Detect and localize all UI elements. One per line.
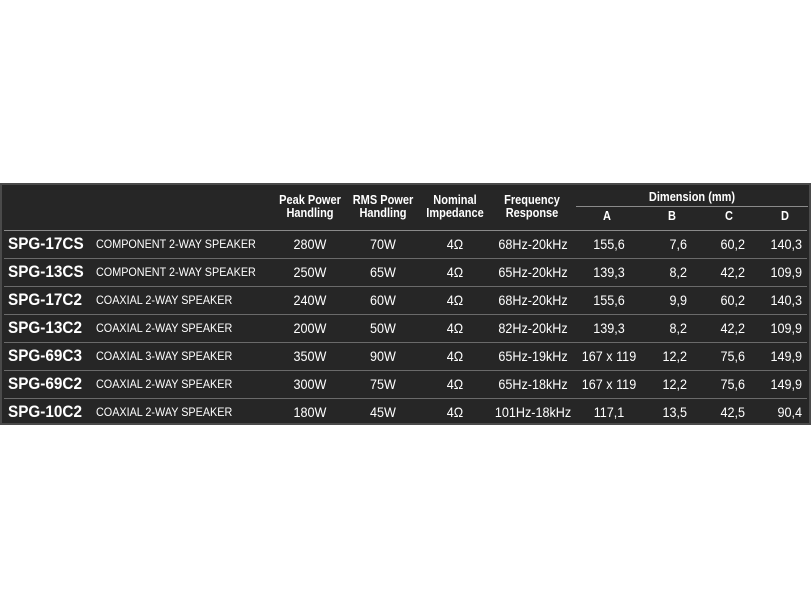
impedance-cell: 4Ω bbox=[446, 348, 464, 364]
description-cell: COMPONENT 2-WAY SPEAKER bbox=[96, 237, 256, 251]
speaker-spec-table bbox=[0, 183, 811, 425]
rms-power-header-line1: RMS Power bbox=[352, 193, 414, 207]
dim-a-cell: 117,1 bbox=[593, 404, 625, 420]
dim-c-cell: 75,6 bbox=[720, 348, 745, 364]
dim-c-cell: 42,5 bbox=[720, 404, 745, 420]
rms-power-cell: 45W bbox=[370, 404, 396, 420]
impedance-cell: 4Ω bbox=[446, 320, 464, 336]
dim-d-cell: 140,3 bbox=[770, 236, 802, 252]
description-cell: COAXIAL 2-WAY SPEAKER bbox=[96, 321, 233, 335]
rms-power-cell: 70W bbox=[370, 236, 396, 252]
rms-power-cell: 90W bbox=[370, 348, 396, 364]
frequency-cell: 68Hz-20kHz bbox=[498, 292, 568, 308]
dim-d-header: D bbox=[781, 209, 789, 223]
model-cell: SPG-10C2 bbox=[8, 402, 82, 421]
peak-power-cell: 300W bbox=[293, 376, 327, 392]
frequency-header-line2: Response bbox=[505, 206, 559, 220]
frequency-header-line1: Frequency bbox=[504, 193, 560, 207]
impedance-header-line2: Impedance bbox=[426, 206, 484, 220]
model-cell: SPG-17CS bbox=[8, 234, 84, 253]
dim-d-cell: 149,9 bbox=[770, 376, 802, 392]
dim-b-cell: 8,2 bbox=[669, 264, 687, 280]
impedance-cell: 4Ω bbox=[446, 376, 464, 392]
dim-c-cell: 60,2 bbox=[720, 236, 745, 252]
dim-c-cell: 42,2 bbox=[720, 264, 745, 280]
description-cell: COAXIAL 2-WAY SPEAKER bbox=[96, 377, 233, 391]
model-cell: SPG-13C2 bbox=[8, 318, 82, 337]
frequency-cell: 68Hz-20kHz bbox=[498, 236, 568, 252]
rms-power-cell: 50W bbox=[370, 320, 396, 336]
frequency-cell: 65Hz-19kHz bbox=[498, 348, 568, 364]
dim-b-cell: 7,6 bbox=[669, 236, 687, 252]
dim-c-cell: 75,6 bbox=[720, 376, 745, 392]
peak-power-cell: 250W bbox=[293, 264, 327, 280]
dim-d-cell: 109,9 bbox=[770, 264, 802, 280]
model-cell: SPG-17C2 bbox=[8, 290, 82, 309]
rms-power-cell: 65W bbox=[370, 264, 396, 280]
frequency-header bbox=[497, 194, 567, 220]
dim-b-header: B bbox=[668, 209, 676, 223]
dim-a-cell: 167 x 119 bbox=[581, 348, 637, 364]
peak-power-header-line2: Handling bbox=[286, 206, 334, 220]
impedance-cell: 4Ω bbox=[446, 292, 464, 308]
dim-b-cell: 8,2 bbox=[669, 320, 687, 336]
dim-d-cell: 140,3 bbox=[770, 292, 802, 308]
impedance-header-line1: Nominal bbox=[433, 193, 477, 207]
peak-power-cell: 350W bbox=[293, 348, 327, 364]
description-cell: COAXIAL 2-WAY SPEAKER bbox=[96, 405, 233, 419]
peak-power-cell: 280W bbox=[293, 236, 327, 252]
dim-b-cell: 12,2 bbox=[662, 376, 687, 392]
impedance-cell: 4Ω bbox=[446, 236, 464, 252]
frequency-cell: 65Hz-20kHz bbox=[498, 264, 568, 280]
peak-power-cell: 180W bbox=[293, 404, 327, 420]
peak-power-header bbox=[278, 194, 341, 220]
dim-c-cell: 42,2 bbox=[720, 320, 745, 336]
dimension-header: Dimension (mm) bbox=[648, 190, 736, 204]
impedance-header bbox=[424, 194, 486, 220]
dim-d-cell: 149,9 bbox=[770, 348, 802, 364]
dim-a-cell: 139,3 bbox=[593, 264, 625, 280]
dim-b-cell: 13,5 bbox=[662, 404, 687, 420]
dim-a-cell: 167 x 119 bbox=[581, 376, 637, 392]
dim-d-cell: 90,4 bbox=[777, 404, 802, 420]
peak-power-cell: 200W bbox=[293, 320, 327, 336]
dim-b-cell: 12,2 bbox=[662, 348, 687, 364]
dim-d-cell: 109,9 bbox=[770, 320, 802, 336]
dim-a-header: A bbox=[603, 209, 611, 223]
rms-power-header bbox=[351, 194, 414, 220]
dim-b-cell: 9,9 bbox=[669, 292, 687, 308]
peak-power-header-line1: Peak Power bbox=[279, 193, 341, 207]
rms-power-header-line2: Handling bbox=[359, 206, 407, 220]
rms-power-cell: 60W bbox=[370, 292, 396, 308]
dim-c-header: C bbox=[725, 209, 733, 223]
impedance-cell: 4Ω bbox=[446, 404, 464, 420]
description-cell: COAXIAL 2-WAY SPEAKER bbox=[96, 293, 233, 307]
dim-a-cell: 155,6 bbox=[593, 236, 625, 252]
description-cell: COMPONENT 2-WAY SPEAKER bbox=[96, 265, 256, 279]
dim-c-cell: 60,2 bbox=[720, 292, 745, 308]
model-cell: SPG-69C3 bbox=[8, 346, 82, 365]
model-cell: SPG-13CS bbox=[8, 262, 84, 281]
dimension-divider bbox=[576, 206, 808, 207]
frequency-cell: 82Hz-20kHz bbox=[498, 320, 568, 336]
impedance-cell: 4Ω bbox=[446, 264, 464, 280]
model-cell: SPG-69C2 bbox=[8, 374, 82, 393]
frequency-cell: 101Hz-18kHz bbox=[494, 404, 572, 420]
dim-a-cell: 139,3 bbox=[593, 320, 625, 336]
peak-power-cell: 240W bbox=[293, 292, 327, 308]
rms-power-cell: 75W bbox=[370, 376, 396, 392]
description-cell: COAXIAL 3-WAY SPEAKER bbox=[96, 349, 233, 363]
dim-a-cell: 155,6 bbox=[593, 292, 625, 308]
frequency-cell: 65Hz-18kHz bbox=[498, 376, 568, 392]
